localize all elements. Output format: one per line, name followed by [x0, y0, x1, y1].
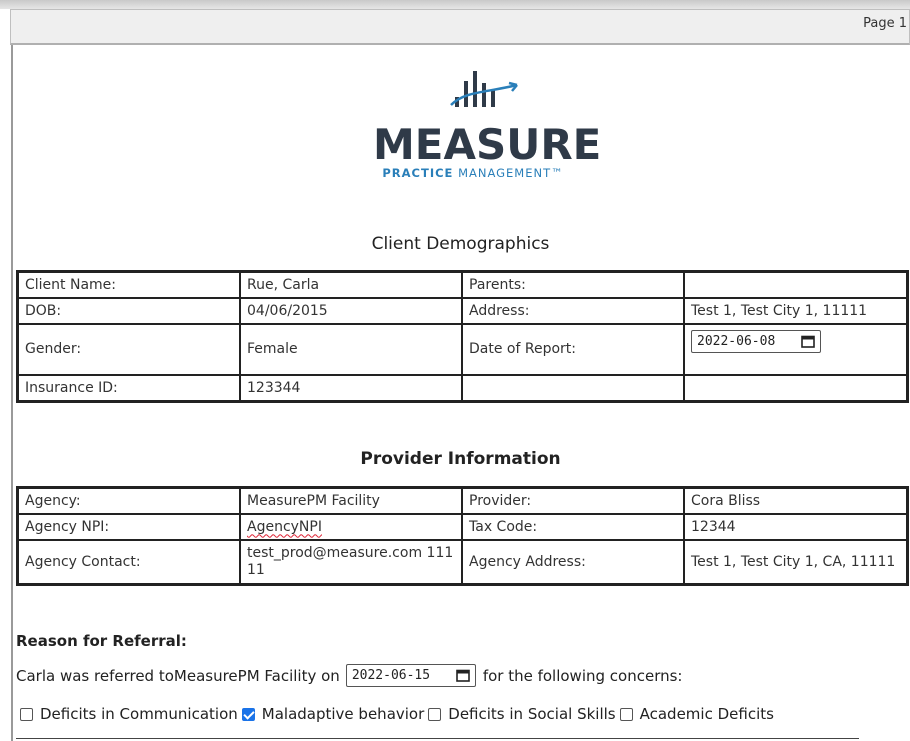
- table-cell: Provider:: [462, 488, 684, 514]
- table-row: [18, 514, 907, 540]
- table-cell: Parents:: [462, 272, 684, 298]
- logo-wordmark: MEASURE: [373, 120, 602, 169]
- concern-deficits-social-skills[interactable]: Deficits in Social Skills: [428, 705, 615, 723]
- table-cell: Rue, Carla: [240, 272, 462, 298]
- table-row: [18, 488, 907, 514]
- page-number-label: Page 1: [863, 16, 907, 31]
- checkbox[interactable]: [428, 708, 441, 721]
- referral-sentence-end: for the following concerns:: [482, 666, 683, 685]
- table-cell: Client Name:: [18, 272, 240, 298]
- table-cell: [240, 514, 462, 540]
- concern-academic-deficits[interactable]: Academic Deficits: [620, 705, 774, 723]
- table-row: [18, 272, 907, 298]
- referral-sentence-start: Carla was referred toMeasurePM Facility on: [16, 666, 340, 685]
- table-cell: Gender:: [18, 324, 240, 375]
- browser-top-strip: [0, 0, 910, 9]
- checkbox[interactable]: [20, 708, 33, 721]
- referral-heading: Reason for Referral:: [16, 632, 187, 650]
- table-cell: Insurance ID:: [18, 375, 240, 401]
- table-cell: [462, 375, 684, 401]
- concern-maladaptive-behavior[interactable]: Maladaptive behavior: [242, 705, 425, 723]
- divider: [16, 738, 859, 739]
- provider-information-table: [16, 486, 909, 586]
- table-cell: Address:: [462, 298, 684, 324]
- client-demographics-title: Client Demographics: [371, 234, 550, 254]
- measure-logo: [373, 67, 602, 183]
- table-cell: [684, 324, 907, 375]
- date-of-report-input[interactable]: [691, 330, 821, 353]
- table-cell: Agency Address:: [462, 540, 684, 584]
- table-cell: Agency NPI:: [18, 514, 240, 540]
- referral-concerns: [20, 705, 778, 723]
- table-cell: Cora Bliss: [684, 488, 907, 514]
- table-cell: 12344: [684, 514, 907, 540]
- logo-bars-icon: [373, 67, 573, 125]
- calendar-icon[interactable]: [801, 335, 815, 348]
- table-cell: Date of Report:: [462, 324, 684, 375]
- referral-date-value: 2022-06-15: [351, 668, 431, 683]
- agency-npi-value: AgencyNPI: [247, 518, 322, 535]
- table-row: [18, 375, 907, 401]
- table-cell: Test 1, Test City 1, CA, 11111: [684, 540, 907, 584]
- table-cell: MeasurePM Facility: [240, 488, 462, 514]
- table-cell: DOB:: [18, 298, 240, 324]
- date-of-report-value: 2022-06-08: [697, 334, 776, 349]
- table-row: [18, 324, 907, 375]
- table-cell: 123344: [240, 375, 462, 401]
- table-cell: Agency:: [18, 488, 240, 514]
- page-header: [10, 9, 910, 45]
- checkbox[interactable]: [620, 708, 633, 721]
- table-cell: Agency Contact:: [18, 540, 240, 584]
- logo-tagline: PRACTICE MANAGEMENT™: [382, 166, 564, 180]
- table-row: [18, 298, 907, 324]
- table-cell: Test 1, Test City 1, 11111: [684, 298, 907, 324]
- table-cell: Tax Code:: [462, 514, 684, 540]
- checkbox-checked[interactable]: [242, 708, 255, 721]
- provider-information-title: Provider Information: [360, 449, 561, 469]
- table-row: [18, 540, 907, 584]
- document-page: [11, 45, 910, 741]
- table-cell: 04/06/2015: [240, 298, 462, 324]
- referral-date-input[interactable]: [346, 664, 476, 687]
- client-demographics-table: [16, 270, 909, 403]
- referral-sentence: [16, 664, 682, 687]
- concern-deficits-communication[interactable]: Deficits in Communication: [20, 705, 238, 723]
- table-cell: Female: [240, 324, 462, 375]
- table-cell: [684, 375, 907, 401]
- calendar-icon[interactable]: [456, 669, 470, 682]
- table-cell: test_prod@measure.com 11111: [240, 540, 462, 584]
- table-cell: [684, 272, 907, 298]
